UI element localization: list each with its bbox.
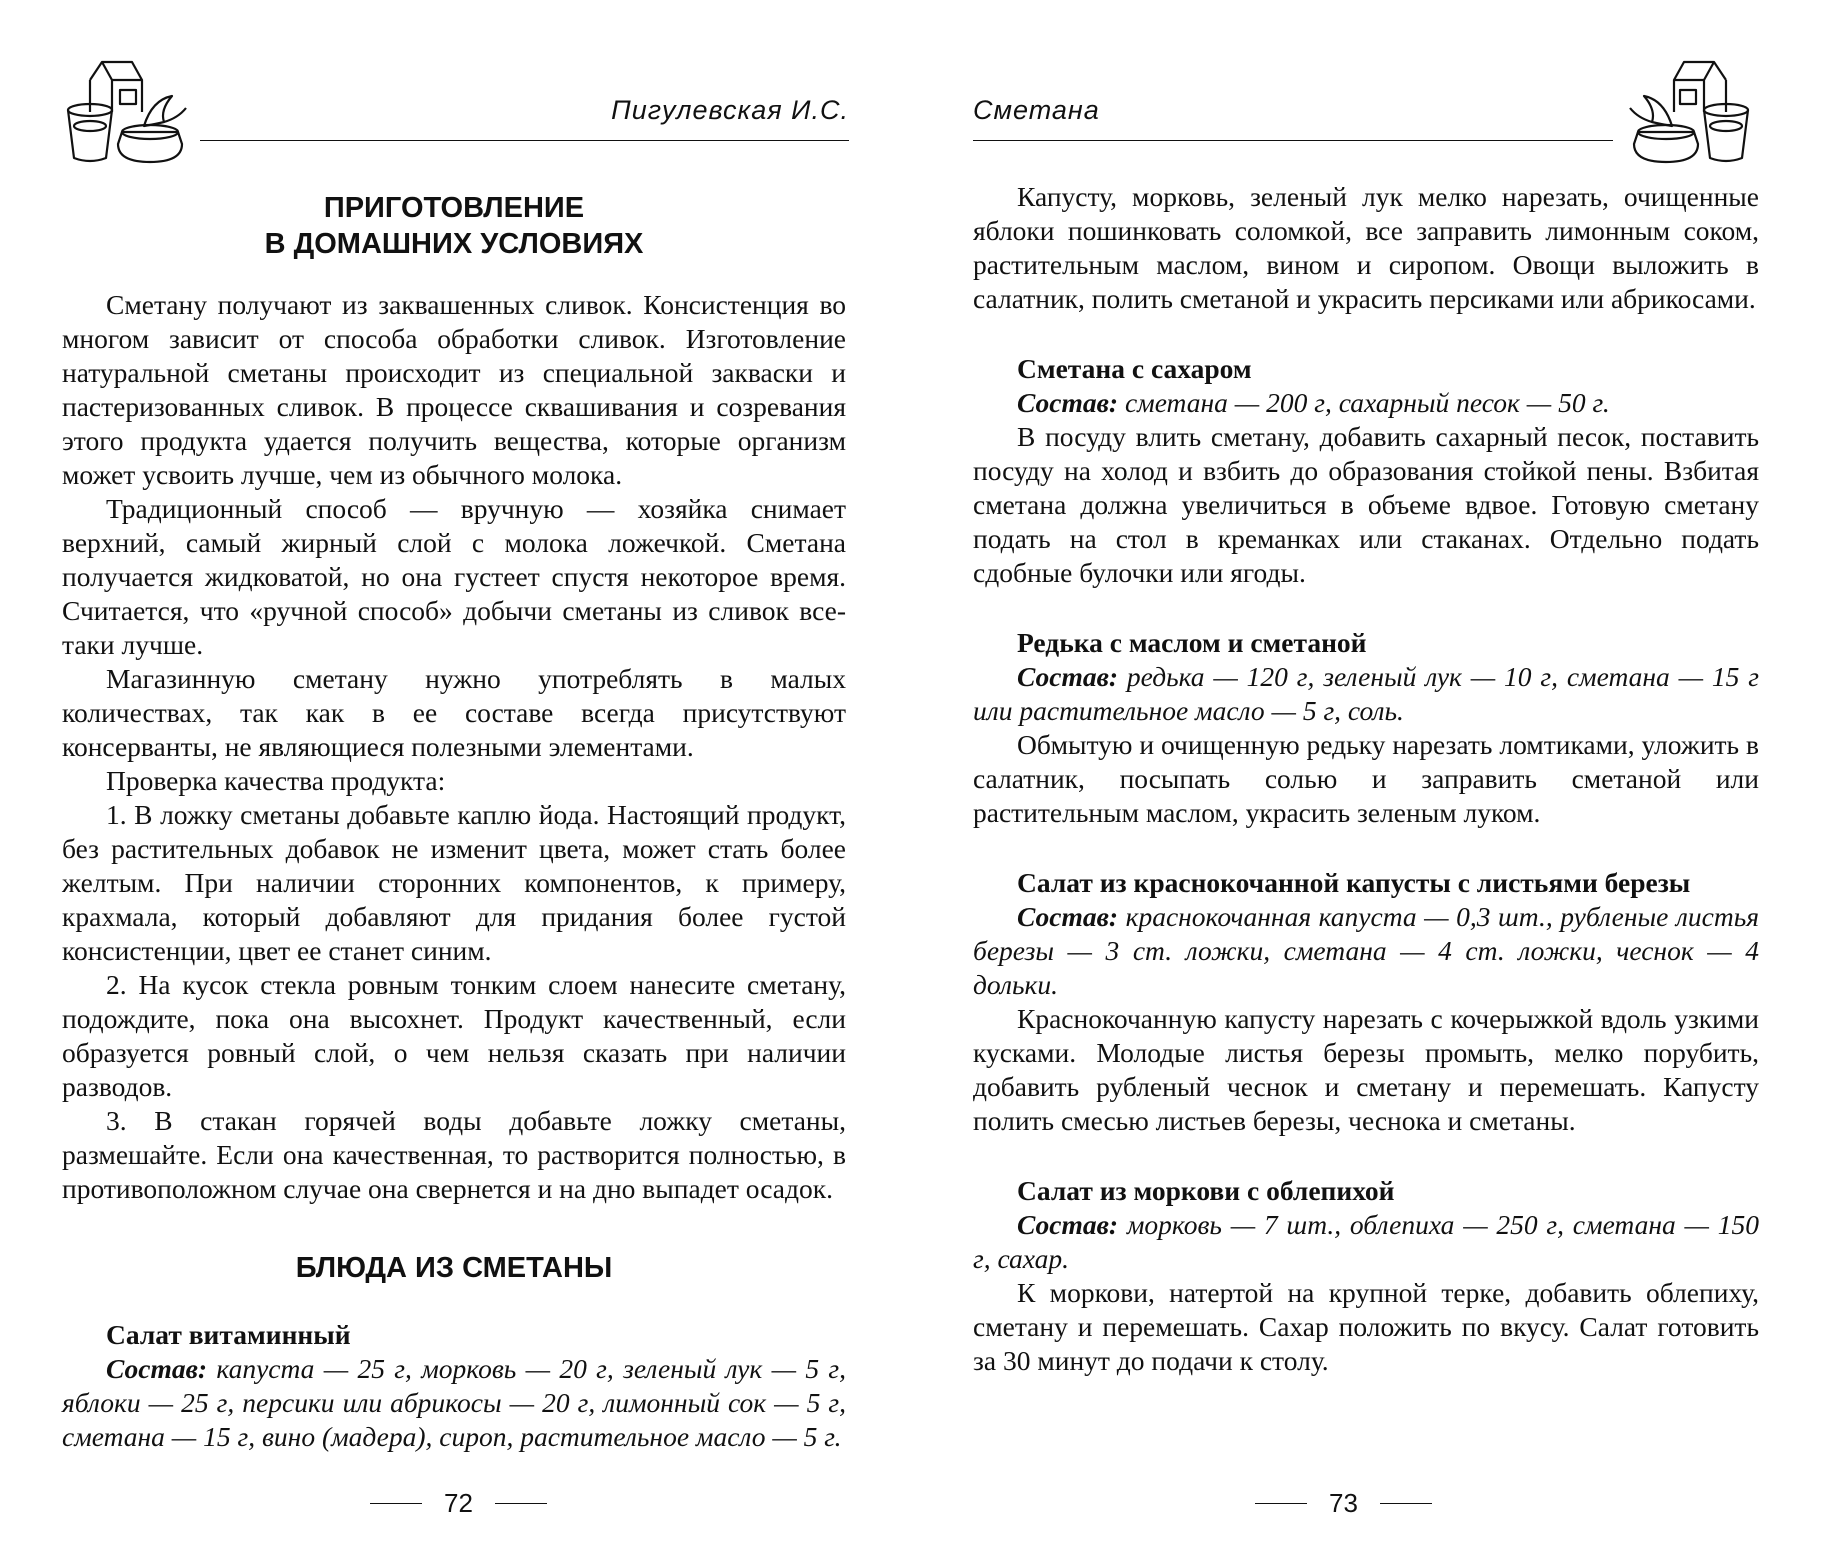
recipe-red-cabbage-salad bbox=[973, 866, 1759, 1138]
running-head-author: Пигулевская И.С. bbox=[611, 95, 849, 125]
ingredients-text: редька — 120 г, зеленый лук — 10 г, сметана — 15 г или растительное масло — 5 г, соль. bbox=[973, 661, 1759, 726]
left-page bbox=[0, 0, 911, 1556]
right-page bbox=[911, 0, 1823, 1556]
page-number-footer bbox=[1255, 1488, 1432, 1519]
recipe-radish-with-butter-and-sour-cream bbox=[973, 626, 1759, 830]
paragraph: 1. В ложку сметаны добавьте каплю йода. Настоящий продукт, без растительных добавок не изменит цвета, может стать более желтым. При наличии сторонних компонентов, к примеру, крахмала, который добавляют для придания более густой консистенции, цвет ее станет синим. bbox=[62, 799, 846, 966]
recipe-instructions: К моркови, натертой на крупной терке, добавить облепиху, сметану и перемешать. Сахар положить по вкусу. Салат готовить за 30 минут до подачи к столу. bbox=[973, 1277, 1759, 1376]
header-rule bbox=[973, 140, 1613, 141]
ingredients-label: Состав: bbox=[1017, 387, 1119, 418]
footer-dash bbox=[495, 1503, 547, 1504]
right-text-column bbox=[973, 180, 1759, 1378]
recipe-instructions: Обмытую и очищенную редьку нарезать ломтиками, уложить в салатник, посыпать солью и заправить сметаной или растительным маслом, украсить зеленым луком. bbox=[973, 729, 1759, 828]
recipe-instructions: Краснокочанную капусту нарезать с кочерыжкой вдоль узкими кусками. Молодые листья березы промыть, мелко порубить, добавить рубленый чеснок и сметану и перемешать. Капусту полить смесью листьев березы, чеснока и сметаны. bbox=[973, 1003, 1759, 1136]
dairy-products-icon bbox=[60, 52, 200, 167]
recipe-ingredients bbox=[973, 900, 1759, 1002]
ingredients-text: краснокочанная капуста — 0,3 шт., рубленые листья березы — 3 ст. ложки, сметана — 4 ст. ложки, чеснок — 4 дольки. bbox=[973, 901, 1759, 1000]
recipe-title: Сметана с сахаром bbox=[1017, 353, 1252, 384]
ingredients-text: сметана — 200 г, сахарный песок — 50 г. bbox=[1118, 387, 1610, 418]
section-title-line: В ДОМАШНИХ УСЛОВИЯХ bbox=[264, 228, 644, 260]
recipe-carrot-sea-buckthorn-salad bbox=[973, 1174, 1759, 1378]
recipe-vitamin-salad bbox=[62, 1318, 846, 1454]
left-text-column bbox=[62, 180, 846, 1454]
header-rule bbox=[200, 140, 849, 141]
footer-dash bbox=[1255, 1503, 1307, 1504]
recipe-title: Салат витаминный bbox=[106, 1319, 351, 1350]
ingredients-label: Состав: bbox=[106, 1353, 208, 1384]
running-head-chapter: Сметана bbox=[973, 95, 1100, 125]
recipe-ingredients bbox=[973, 386, 1759, 420]
ingredients-label: Состав: bbox=[1017, 661, 1119, 692]
dairy-products-icon bbox=[1616, 52, 1756, 167]
section-title-line: ПРИГОТОВЛЕНИЕ bbox=[323, 192, 585, 224]
recipe-ingredients bbox=[62, 1352, 846, 1454]
page-number: 72 bbox=[444, 1488, 473, 1518]
page-number-footer bbox=[370, 1488, 547, 1519]
paragraph: Магазинную сметану нужно употреблять в малых количествах, так как в ее составе всегда присутствуют консерванты, не являющиеся полезными элементами. bbox=[62, 663, 846, 762]
recipe-ingredients bbox=[973, 660, 1759, 728]
paragraph: Сметану получают из заквашенных сливок. Консистенция во многом зависит от способа обработки сливок. Изготовление натуральной сметаны происходит из специальной закваски и пастеризованных сливок. В процессе сквашивания и созревания этого продукта удается получить вещества, которые организм может усвоить лучше, чем из обычного молока. bbox=[62, 289, 846, 490]
recipe-ingredients bbox=[973, 1208, 1759, 1276]
section-title-sour-cream-dishes: БЛЮДА ИЗ СМЕТАНЫ bbox=[295, 1252, 613, 1284]
paragraph: 2. На кусок стекла ровным тонким слоем нанесите сметану, подождите, пока она высохнет. Продукт качественный, если образуется ровный слой, о чем нельзя сказать при наличии разводов. bbox=[62, 969, 846, 1102]
paragraph: Проверка качества продукта: bbox=[106, 765, 446, 796]
footer-dash bbox=[1380, 1503, 1432, 1504]
recipe-title: Салат из моркови с облепихой bbox=[1017, 1175, 1395, 1206]
ingredients-text: капуста — 25 г, морковь — 20 г, зеленый лук — 5 г, яблоки — 25 г, персики или абрикосы — 20 г, лимонный сок — 5 г, сметана — 15 г, вино (мадера), сироп, растительное масло — 5 г. bbox=[62, 1353, 846, 1452]
section-title-home-preparation bbox=[62, 190, 846, 262]
ingredients-label: Состав: bbox=[1017, 901, 1119, 932]
ingredients-label: Состав: bbox=[1017, 1209, 1119, 1240]
paragraph: Традиционный способ — вручную — хозяйка снимает верхний, самый жирный слой с молока ложечкой. Сметана получается жидковатой, но она густеет спустя некоторое время. Считается, что «ручной способ» добычи сметаны из сливок все-таки лучше. bbox=[62, 493, 846, 660]
page-number: 73 bbox=[1329, 1488, 1358, 1518]
recipe-instructions: В посуду влить сметану, добавить сахарный песок, поставить посуду на холод и взбить до образования стойкой пены. Взбитая сметана должна увеличиться в объеме вдвое. Готовую сметану подать на стол в креманках или стаканах. Отдельно подать сдобные булочки или ягоды. bbox=[973, 421, 1759, 588]
recipe-sour-cream-with-sugar bbox=[973, 352, 1759, 590]
ingredients-text: морковь — 7 шт., облепиха — 250 г, сметана — 150 г, сахар. bbox=[973, 1209, 1759, 1274]
recipe-title: Редька с маслом и сметаной bbox=[1017, 627, 1367, 658]
paragraph: Капусту, морковь, зеленый лук мелко нарезать, очищенные яблоки пошинковать соломкой, все заправить лимонным соком, растительным маслом, вином и сиропом. Овощи выложить в салатник, полить сметаной и украсить персиками или абрикосами. bbox=[973, 181, 1759, 314]
recipe-title: Салат из краснокочанной капусты с листьями березы bbox=[1017, 867, 1691, 898]
paragraph: 3. В стакан горячей воды добавьте ложку сметаны, размешайте. Если она качественная, то растворится полностью, в противоположном случае она свернется и на дно выпадет осадок. bbox=[62, 1105, 846, 1204]
footer-dash bbox=[370, 1503, 422, 1504]
